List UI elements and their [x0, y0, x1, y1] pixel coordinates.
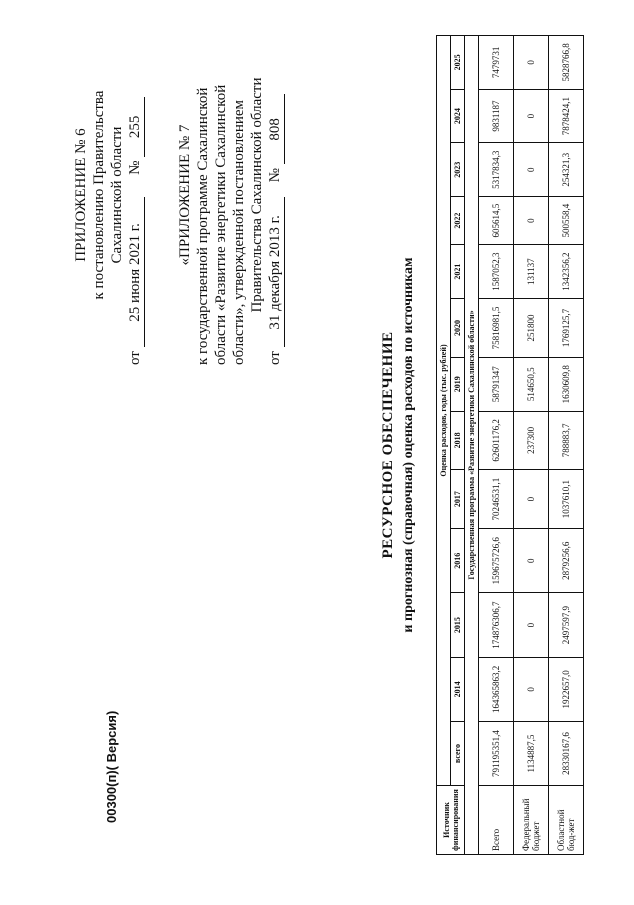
table-cell: 254321,3 — [549, 143, 584, 197]
column-header: 2014 — [451, 657, 465, 721]
table-cell: 174876306,7 — [479, 593, 514, 657]
estimate-header: Оценка расходов, годы (тыс. рублей) — [437, 36, 451, 786]
program-row — [465, 36, 479, 855]
table-cell: 28330167,6 — [549, 722, 584, 786]
table-header-row-1 — [437, 36, 451, 855]
table-cell: 0 — [514, 593, 549, 657]
table-cell: 0 — [514, 529, 549, 593]
row-label: Областной бюд-жет — [549, 786, 584, 855]
table-cell: 0 — [514, 470, 549, 529]
appendix-6-date-line — [126, 25, 145, 365]
table-cell: 7479731 — [479, 36, 514, 90]
table-cell: 237300 — [514, 411, 549, 470]
table-cell: 1630609,8 — [549, 357, 584, 411]
table-cell: 70246531,1 — [479, 470, 514, 529]
table-cell: 1037610,1 — [549, 470, 584, 529]
appendix-6-header — [72, 25, 145, 365]
appendix-7-title: «ПРИЛОЖЕНИЕ № 7 — [177, 124, 193, 266]
table-cell: 5317834,3 — [479, 143, 514, 197]
table-cell: 0 — [514, 36, 549, 90]
table-cell: 75816981,5 — [479, 298, 514, 357]
table-cell: 58791347 — [479, 357, 514, 411]
appendix-7-date: 31 декабря 2013 г. — [266, 197, 285, 347]
table-cell: 1587052,3 — [479, 245, 514, 299]
resource-table — [436, 35, 584, 855]
appendix-7-from-label: от — [267, 351, 283, 365]
appendix-6-date: 25 июня 2021 г. — [126, 197, 145, 347]
program-title: Государственная программа «Развитие энергетики Сахалинской области» — [465, 36, 479, 855]
source-header: Источник финансирования — [437, 786, 465, 855]
table-cell: 5828766,8 — [549, 36, 584, 90]
title-main: РЕСУРСНОЕ ОБЕСПЕЧЕНИЕ — [380, 331, 396, 559]
appendix-7-date-line — [266, 25, 285, 365]
appendix-7-line3: области», утвержденной постановлением — [231, 99, 247, 365]
table-cell: 605614,5 — [479, 197, 514, 245]
document-title — [380, 165, 417, 725]
table-cell: 131137 — [514, 245, 549, 299]
table-cell: 7878424,1 — [549, 89, 584, 143]
appendix-6-line2: Сахалинской области — [109, 126, 125, 264]
table-cell: 1342356,2 — [549, 245, 584, 299]
table-cell: 1922657,0 — [549, 657, 584, 721]
table-row — [549, 36, 584, 855]
table-row — [514, 36, 549, 855]
appendix-7-header — [176, 25, 285, 365]
appendix-6-from-label: от — [127, 351, 143, 365]
row-label: Всего — [479, 786, 514, 855]
appendix-6-title: ПРИЛОЖЕНИЕ № 6 — [73, 128, 89, 262]
version-footer: 00300(п)( Версия) — [104, 710, 119, 823]
appendix-7-number: 808 — [266, 94, 285, 164]
table-cell: 0 — [514, 143, 549, 197]
column-header: 2025 — [451, 36, 465, 90]
table-cell: 788883,7 — [549, 411, 584, 470]
table-cell: 791195351,4 — [479, 722, 514, 786]
appendix-6-number: 255 — [126, 97, 145, 157]
table-cell: 164365863,2 — [479, 657, 514, 721]
table-cell: 514650,5 — [514, 357, 549, 411]
table-cell: 0 — [514, 197, 549, 245]
table-cell: 0 — [514, 89, 549, 143]
appendix-7-num-label: № — [267, 168, 283, 183]
column-header: 2020 — [451, 298, 465, 357]
appendix-7-line2: области «Развитие энергетики Сахалинской — [213, 84, 229, 365]
column-header: 2015 — [451, 593, 465, 657]
table-header-row-2 — [451, 36, 465, 855]
column-header: 2017 — [451, 470, 465, 529]
appendix-6-num-label: № — [127, 160, 143, 175]
column-header: 2016 — [451, 529, 465, 593]
table-row — [479, 36, 514, 855]
table-cell: 62601176,2 — [479, 411, 514, 470]
column-header: 2019 — [451, 357, 465, 411]
column-header: 2022 — [451, 197, 465, 245]
column-header: всего — [451, 722, 465, 786]
row-label: Федеральный бюджет — [514, 786, 549, 855]
table-cell: 159675726,6 — [479, 529, 514, 593]
appendix-7-line1: к государственной программе Сахалинской — [195, 87, 211, 365]
table-cell: 251800 — [514, 298, 549, 357]
table-cell: 1769125,7 — [549, 298, 584, 357]
table-cell: 500558,4 — [549, 197, 584, 245]
table-cell: 9831187 — [479, 89, 514, 143]
column-header: 2023 — [451, 143, 465, 197]
appendix-7-line4: Правительства Сахалинской области — [249, 77, 265, 313]
table-cell: 2497597,9 — [549, 593, 584, 657]
table-cell: 2879256,6 — [549, 529, 584, 593]
column-header: 2024 — [451, 89, 465, 143]
column-header: 2021 — [451, 245, 465, 299]
table-cell: 1134887,5 — [514, 722, 549, 786]
column-header: 2018 — [451, 411, 465, 470]
table-cell: 0 — [514, 657, 549, 721]
title-sub: и прогнозная (справочная) оценка расходов по источникам — [401, 257, 416, 633]
appendix-6-line1: к постановлению Правительства — [91, 90, 107, 300]
